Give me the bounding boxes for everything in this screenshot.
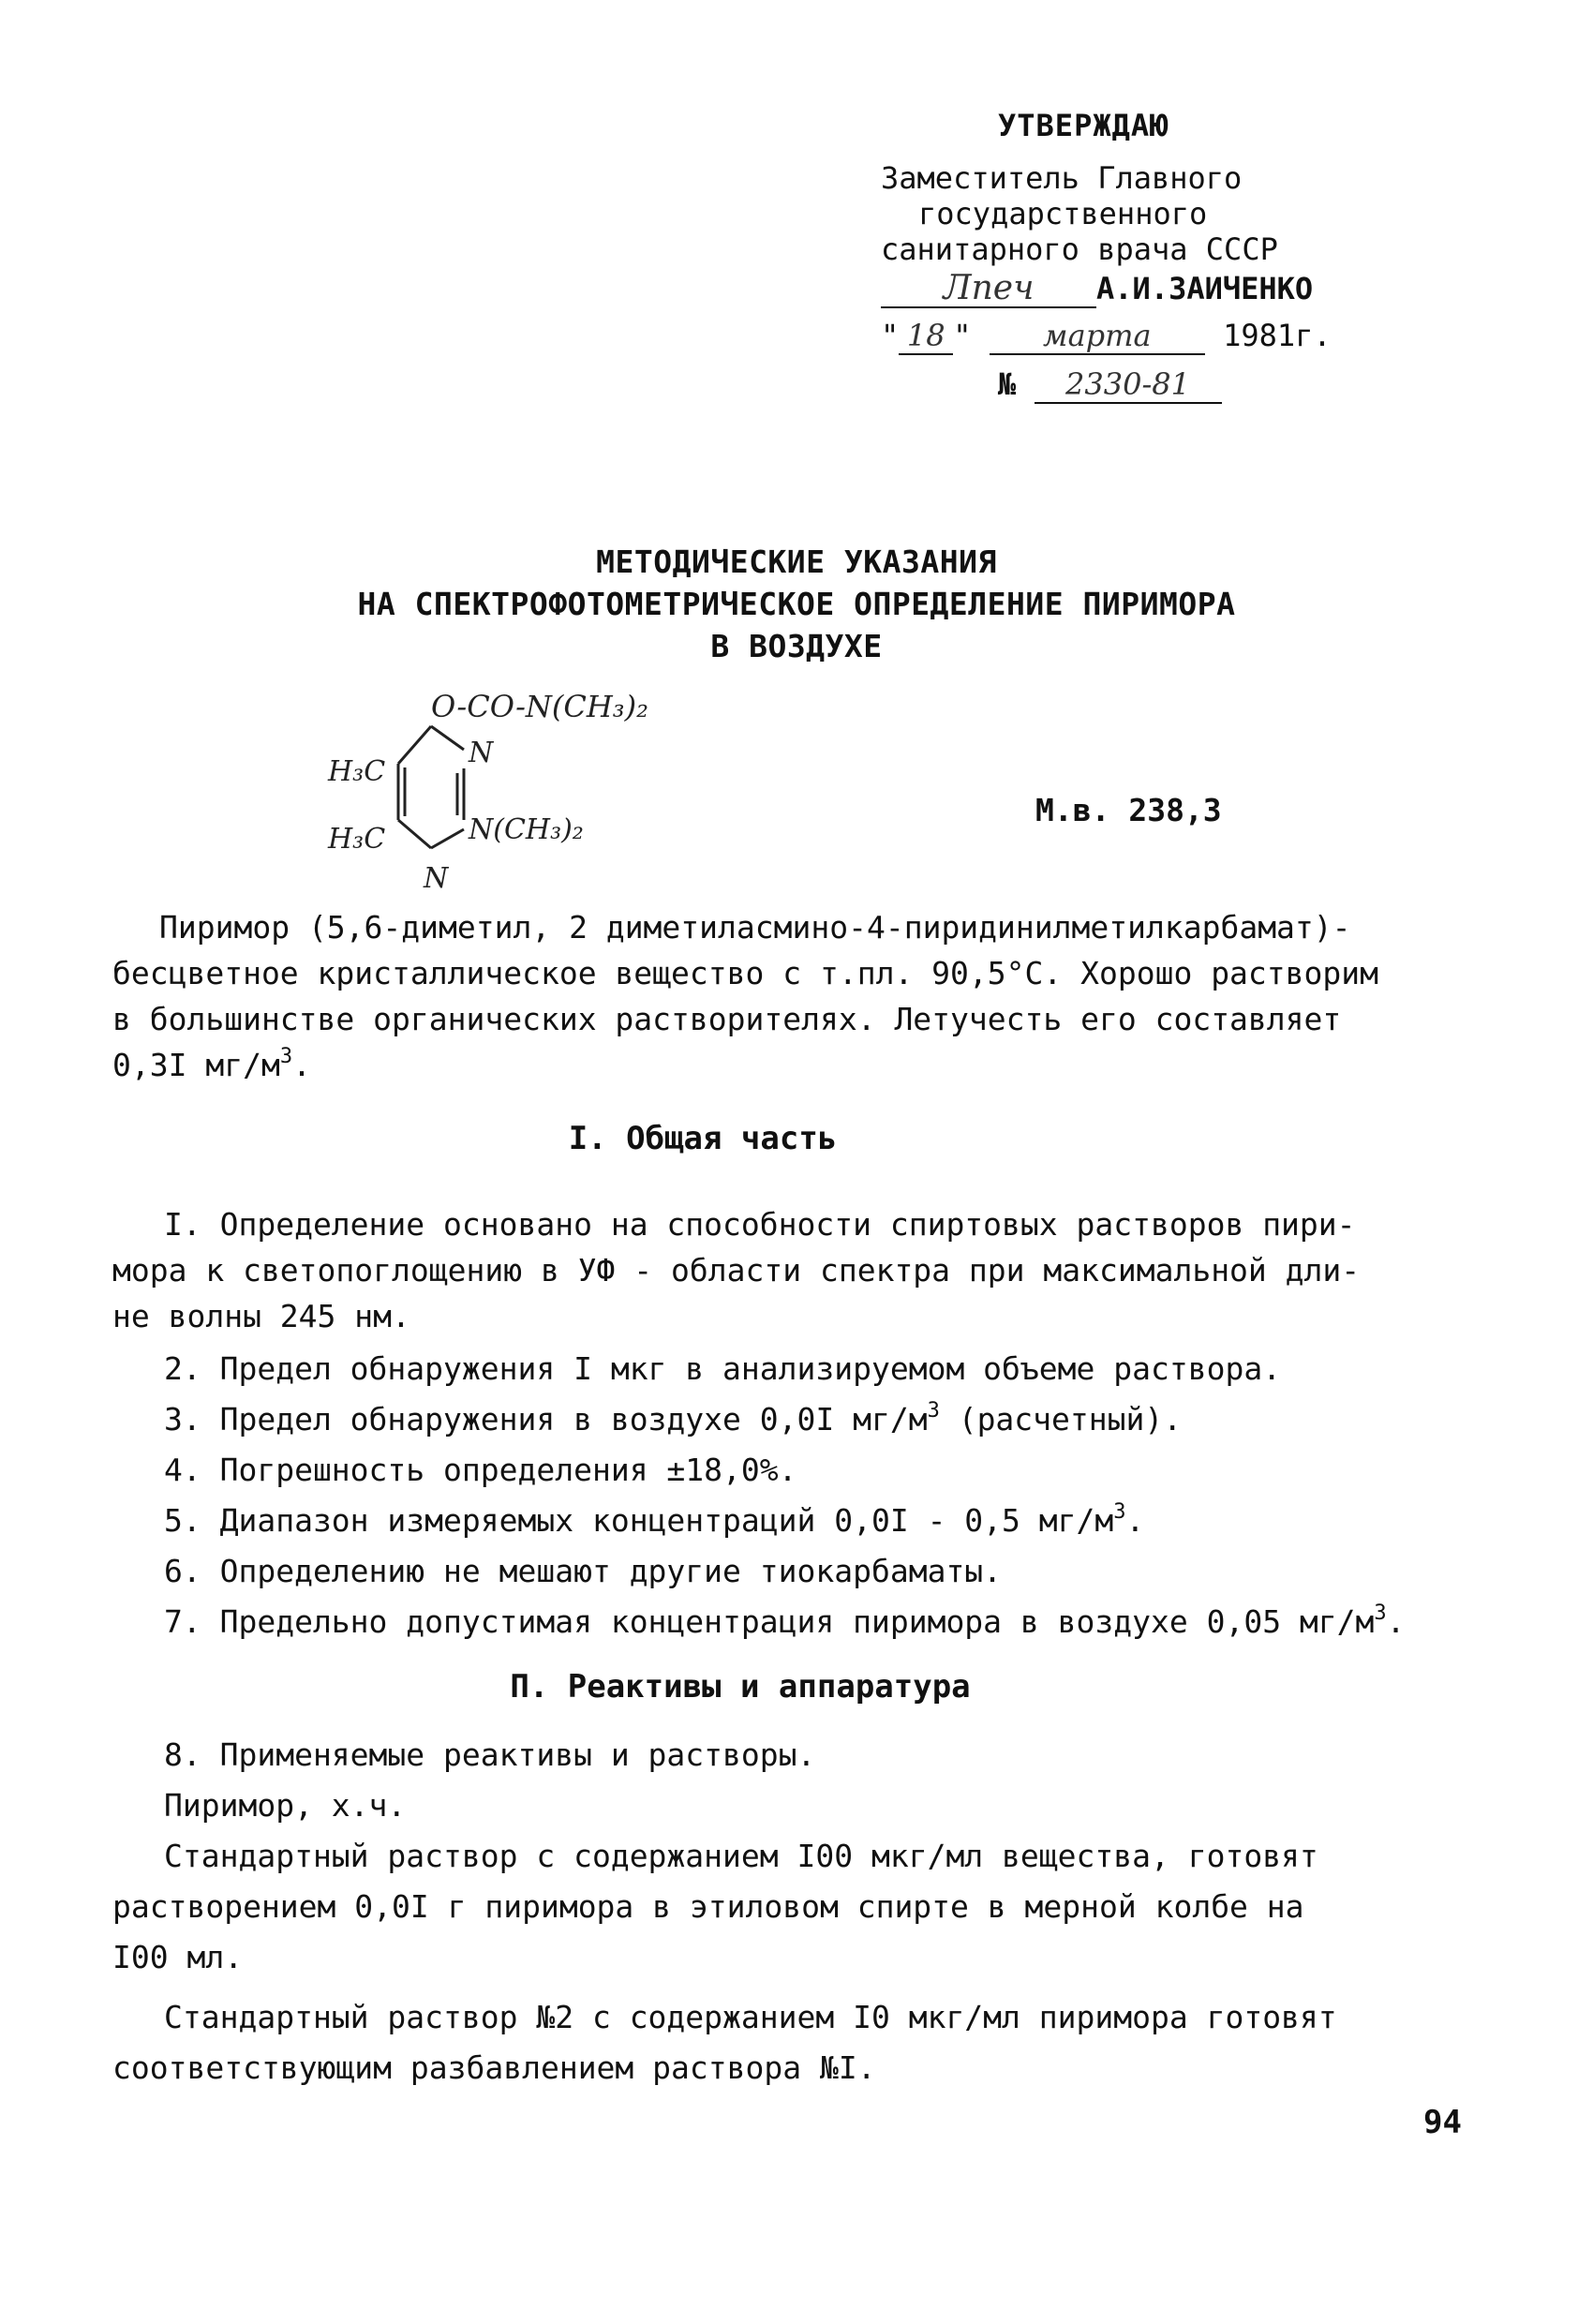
molecular-weight: М.в. 238,3: [1035, 792, 1222, 828]
approval-position-line2: государственного: [918, 196, 1208, 231]
std1-line1: Стандартный раствор с содержанием I00 мкг/мл вещества, готовят: [164, 1838, 1318, 1874]
intro-line3: в большинстве органических растворителях. Летучесть его составляет: [112, 1001, 1342, 1037]
title-line2: НА СПЕКТРОФОТОМЕТРИЧЕСКОЕ ОПРЕДЕЛЕНИЕ ПИРИМОРА: [357, 586, 1236, 622]
document-title: [0, 541, 1593, 667]
signature-line: [881, 271, 1406, 314]
structural-formula: [319, 689, 693, 904]
page-number: 94: [1423, 2104, 1462, 2141]
date-year: 1981г.: [1223, 318, 1332, 353]
intro-line1: Пиримор (5,6-диметил, 2 диметиласмино-4-пиридинилметилкарбамат)-: [159, 909, 1351, 946]
approval-position-line3: санитарного врача СССР: [881, 231, 1278, 267]
item5: [164, 1497, 1532, 1543]
approval-position-line1: Заместитель Главного: [881, 160, 1243, 196]
item3-exponent: 3: [927, 1399, 940, 1423]
approval-block: [881, 108, 1406, 404]
formula-left-group-2: H₃C: [328, 823, 386, 856]
formula-top-group: O-CO-N(CH₃)₂: [431, 689, 648, 724]
item7-exponent: 3: [1374, 1601, 1387, 1625]
std1-line2: растворением 0,0I г пиримора в этиловом спирте в мерной колбе на: [112, 1888, 1304, 1925]
intro-volatility: 0,3I мг/м: [112, 1047, 280, 1083]
number-sign: №: [998, 366, 1017, 402]
intro-line2: бесцветное кристаллическое вещество с т.пл. 90,5°С. Хорошо растворим: [112, 955, 1379, 991]
date-quote-open: ": [881, 318, 900, 353]
approval-number-value: 2330-81: [1035, 366, 1222, 404]
title-line1: МЕТОДИЧЕСКИЕ УКАЗАНИЯ: [596, 544, 997, 580]
item4: 4. Погрешность определения ±18,0%.: [164, 1452, 797, 1488]
intro-line4: [112, 1042, 1518, 1088]
item5-end: .: [1125, 1502, 1145, 1539]
item1-line3: не волны 245 нм.: [112, 1298, 410, 1334]
date-day: 18: [899, 318, 953, 355]
pyrimidine-ring: [398, 726, 464, 848]
std1-line3: I00 мл.: [112, 1939, 244, 1975]
formula-n-top: N: [469, 737, 494, 769]
item7-end: .: [1386, 1603, 1406, 1640]
approver-name: А.И.ЗАИЧЕНКО: [1096, 271, 1314, 306]
title-line3: В ВОЗДУХЕ: [710, 628, 883, 664]
item2: 2. Предел обнаружения I мкг в анализируемом объеме раствора.: [164, 1350, 1282, 1387]
reagent-pirimor: Пиримор, х.ч.: [164, 1787, 407, 1824]
section2-title: П. Реактивы и аппаратура: [510, 1668, 971, 1706]
formula-right-group: N(CH₃)₂: [469, 813, 584, 846]
formula-n-bottom: N: [424, 862, 449, 895]
item3-text: 3. Предел обнаружения в воздухе 0,0I мг/м: [164, 1401, 928, 1438]
date-quote-close: ": [953, 318, 972, 353]
item8: 8. Применяемые реактивы и растворы.: [164, 1736, 816, 1773]
std2-line2: соответствующим разбавлением раствора №I.: [112, 2049, 876, 2086]
item6: 6. Определению не мешают другие тиокарбаматы.: [164, 1553, 1003, 1589]
date-month: марта: [990, 318, 1205, 355]
item7: [164, 1599, 1532, 1645]
item5-exponent: 3: [1113, 1500, 1126, 1524]
intro-line4-end: .: [292, 1047, 311, 1083]
approval-number: [881, 366, 1406, 404]
approval-heading: УТВЕРЖДАЮ: [998, 108, 1169, 143]
approval-date: [881, 318, 1406, 355]
item1-line2: мора к светопоглощению в УФ - области спектра при максимальной дли-: [112, 1252, 1361, 1289]
section1-title: I. Общая часть: [568, 1120, 838, 1157]
item5-text: 5. Диапазон измеряемых концентраций 0,0I - 0,5 мг/м: [164, 1502, 1114, 1539]
handwritten-signature: Лпеч: [881, 271, 1096, 308]
formula-left-group-1: H₃C: [328, 755, 386, 788]
intro-volatility-exponent: 3: [279, 1045, 293, 1068]
std2-line1: Стандартный раствор №2 с содержанием I0 мкг/мл пиримора готовят: [164, 1999, 1337, 2035]
item3-end: (расчетный).: [939, 1401, 1183, 1438]
item3: [164, 1396, 1532, 1442]
item1-line1: I. Определение основано на способности спиртовых растворов пири-: [164, 1206, 1356, 1243]
item7-text: 7. Предельно допустимая концентрация пиримора в воздухе 0,05 мг/м: [164, 1603, 1375, 1640]
